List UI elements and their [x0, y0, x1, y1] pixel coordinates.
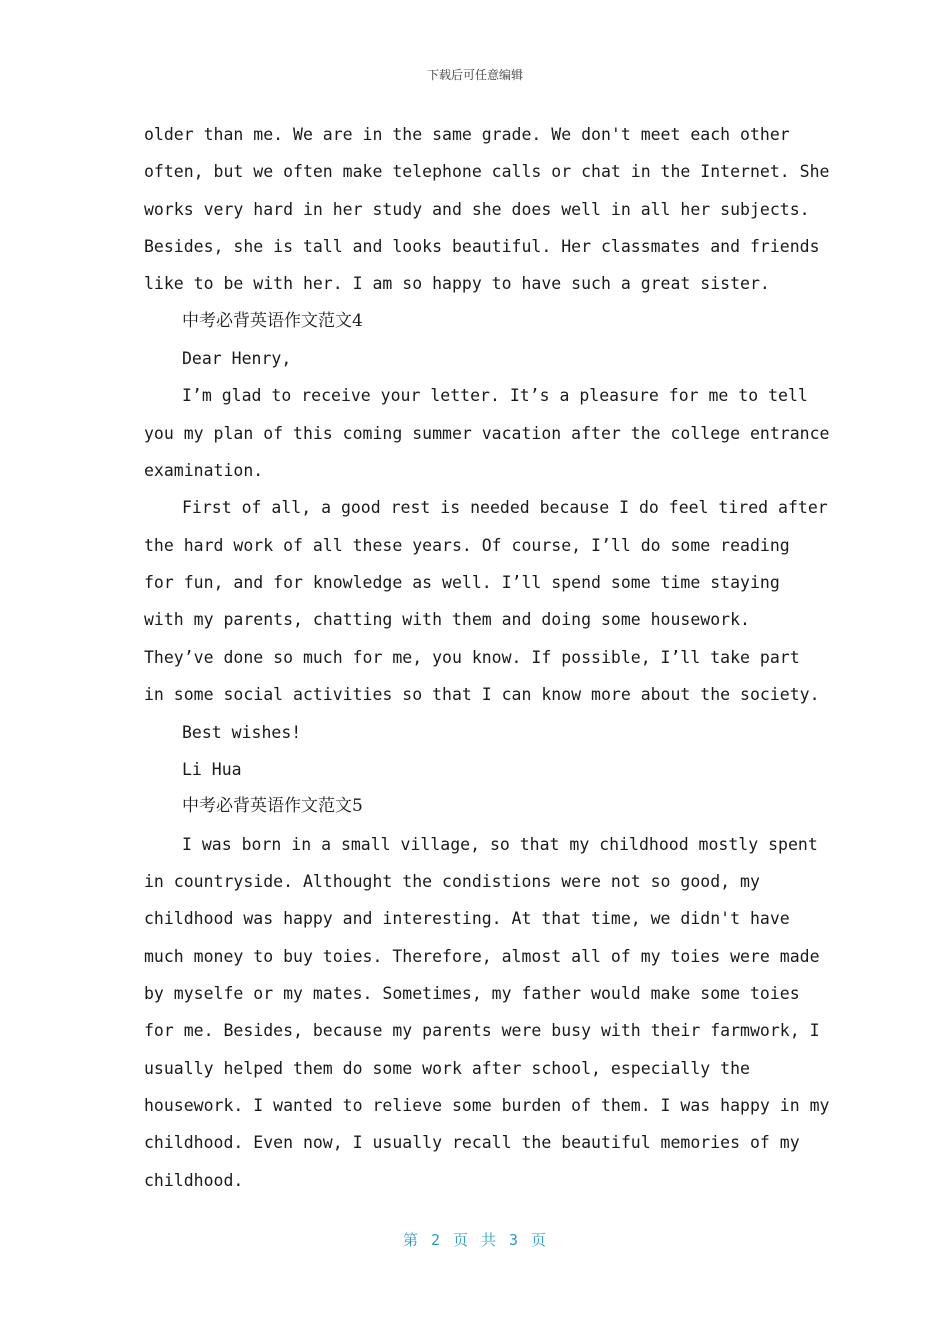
footer-ye: 页 [452, 1231, 469, 1249]
text-line: much money to buy toies. Therefore, almost all of my toies were made [144, 946, 820, 966]
footer-current-page: 2 [430, 1231, 441, 1249]
text-line: I was born in a small village, so that my childhood mostly spent [182, 834, 818, 854]
text-line: for fun, and for knowledge as well. I’ll spend some time staying [144, 573, 780, 593]
text-line: childhood was happy and interesting. At that time, we didn't have [144, 909, 790, 929]
page-footer [0, 1229, 950, 1250]
text-line: with my parents, chatting with them and doing some housework. [144, 610, 750, 630]
text-line: usually helped them do some work after school, especially the [144, 1058, 750, 1078]
text-line: childhood. [144, 1170, 244, 1190]
text-line: for me. Besides, because my parents were busy with their farmwork, I [144, 1021, 820, 1041]
text-line: examination. [144, 461, 264, 481]
text-line: in some social activities so that I can know more about the society. [144, 685, 820, 705]
section-heading: 中考必背英语作文范文4 [182, 310, 363, 331]
text-line: older than me. We are in the same grade. We don't meet each other [144, 125, 790, 144]
footer-ye-2: 页 [531, 1231, 548, 1249]
text-line: Li Hua [182, 759, 242, 779]
text-line: I’m glad to receive your letter. It’s a pleasure for me to tell [182, 386, 808, 406]
text-line: often, but we often make telephone calls or chat in the Internet. She [144, 162, 830, 182]
text-line: housework. I wanted to relieve some burden of them. I was happy in my [144, 1095, 830, 1115]
text-line: Best wishes! [182, 722, 302, 742]
document-body [144, 116, 830, 1199]
text-line: Dear Henry, [182, 349, 292, 369]
page-header-note: 下载后可任意编辑 [426, 68, 523, 82]
text-line: childhood. Even now, I usually recall the beautiful memories of my [144, 1133, 800, 1153]
text-line: First of all, a good rest is needed because I do feel tired after [182, 498, 828, 518]
section-heading: 中考必背英语作文范文5 [182, 796, 363, 817]
text-line: They’ve done so much for me, you know. If possible, I’ll take part [144, 647, 800, 667]
text-line: like to be with her. I am so happy to have such a great sister. [144, 274, 770, 294]
text-line: by myselfe or my mates. Sometimes, my father would make some toies [144, 983, 800, 1003]
text-line: the hard work of all these years. Of course, I’ll do some reading [144, 535, 790, 555]
text-line: you my plan of this coming summer vacation after the college entrance [144, 423, 830, 443]
footer-total-pages: 3 [509, 1231, 520, 1249]
footer-gong: 共 [481, 1231, 498, 1249]
text-line: works very hard in her study and she does well in all her subjects. [144, 199, 810, 219]
text-line: in countryside. Althought the condistions were not so good, my [144, 871, 760, 891]
text-line: Besides, she is tall and looks beautiful. Her classmates and friends [144, 237, 820, 257]
footer-di: 第 [402, 1231, 419, 1249]
